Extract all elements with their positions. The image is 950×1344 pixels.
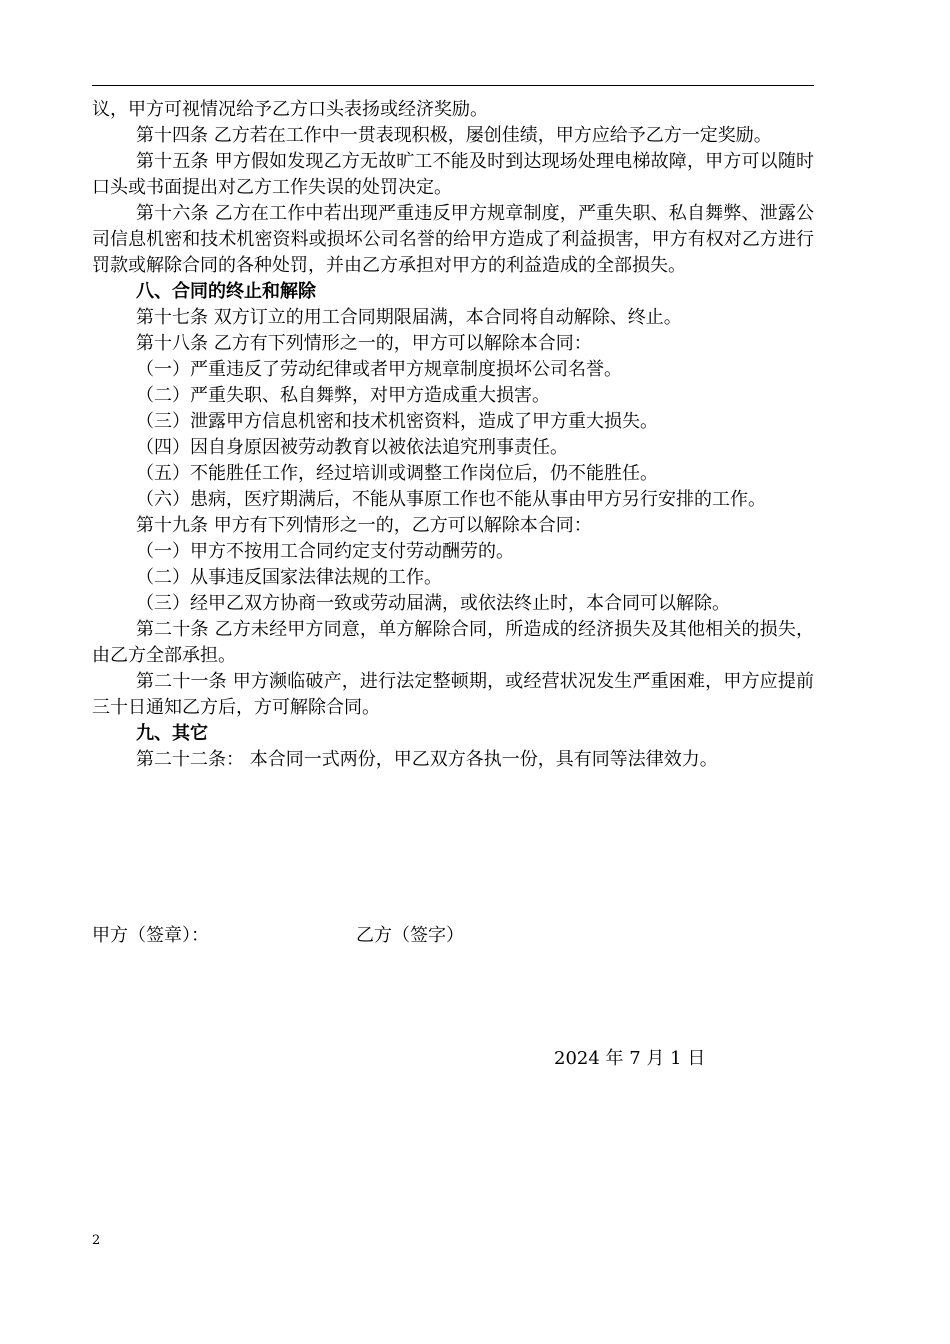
clause-paragraph: （四）因自身原因被劳动教育以被依法追究刑事责任。 (136, 437, 568, 458)
clause-paragraph: （一）甲方不按用工合同约定支付劳动酬劳的。 (136, 541, 514, 562)
contract-body (92, 97, 814, 773)
clause-paragraph: （三）泄露甲方信息机密和技术机密资料，造成了甲方重大损失。 (136, 411, 658, 432)
clause-paragraph: 第二十条 乙方未经甲方同意，单方解除合同，所造成的经济损失及其他相关的损失，由乙方全部承担。 (92, 619, 814, 666)
clause-paragraph: 议，甲方可视情况给予乙方口头表扬或经济奖励。 (92, 99, 488, 120)
section-heading: 八、合同的终止和解除 (136, 281, 316, 302)
clause-paragraph: （一）严重违反了劳动纪律或者甲方规章制度损坏公司名誉。 (136, 359, 622, 380)
page-number: 2 (92, 1233, 101, 1248)
clause-paragraph: （三）经甲乙双方协商一致或劳动届满，或依法终止时，本合同可以解除。 (136, 593, 730, 614)
clause-paragraph: （二）从事违反国家法律法规的工作。 (136, 567, 442, 588)
clause-paragraph: 第二十一条 甲方濒临破产，进行法定整顿期，或经营状况发生严重困难，甲方应提前三十日通知乙方后，方可解除合同。 (92, 671, 814, 718)
clause-paragraph: 第十八条 乙方有下列情形之一的，甲方可以解除本合同： (136, 333, 592, 354)
section-heading: 九、其它 (136, 723, 208, 744)
clause-paragraph: 第十五条 甲方假如发现乙方无故旷工不能及时到达现场处理电梯故障，甲方可以随时口头或书面提出对乙方工作失误的处罚决定。 (92, 151, 814, 198)
clause-paragraph: 第二十二条： 本合同一式两份，甲乙双方各执一份，具有同等法律效力。 (136, 749, 718, 770)
clause-paragraph: （五）不能胜任工作，经过培训或调整工作岗位后，仍不能胜任。 (136, 463, 658, 484)
party-a-signature-label: 甲方（签章）： (92, 925, 209, 946)
clause-paragraph: （六）患病，医疗期满后，不能从事原工作也不能从事由甲方另行安排的工作。 (136, 489, 766, 510)
clause-paragraph: 第十六条 乙方在工作中若出现严重违反甲方规章制度，严重失职、私自舞弊、泄露公司信息机密和技术机密资料或损坏公司名誉的给甲方造成了利益损害，甲方有权对乙方进行罚款或解除合同的各种处罚，并由乙方承担对甲方的利益造成的全部损失。 (92, 203, 814, 276)
clause-paragraph: 第十七条 双方订立的用工合同期限届满，本合同将自动解除、终止。 (136, 307, 682, 328)
clause-paragraph: 第十九条 甲方有下列情形之一的，乙方可以解除本合同： (136, 515, 592, 536)
clause-paragraph: （二）严重失职、私自舞弊，对甲方造成重大损害。 (136, 385, 550, 406)
clause-paragraph: 第十四条 乙方若在工作中一贯表现积极，屡创佳绩，甲方应给予乙方一定奖励。 (136, 125, 772, 146)
signature-date: 2024 年 7 月 1 日 (554, 1048, 706, 1069)
header-rule (92, 85, 814, 86)
party-b-signature-label: 乙方（签字） (356, 925, 464, 946)
